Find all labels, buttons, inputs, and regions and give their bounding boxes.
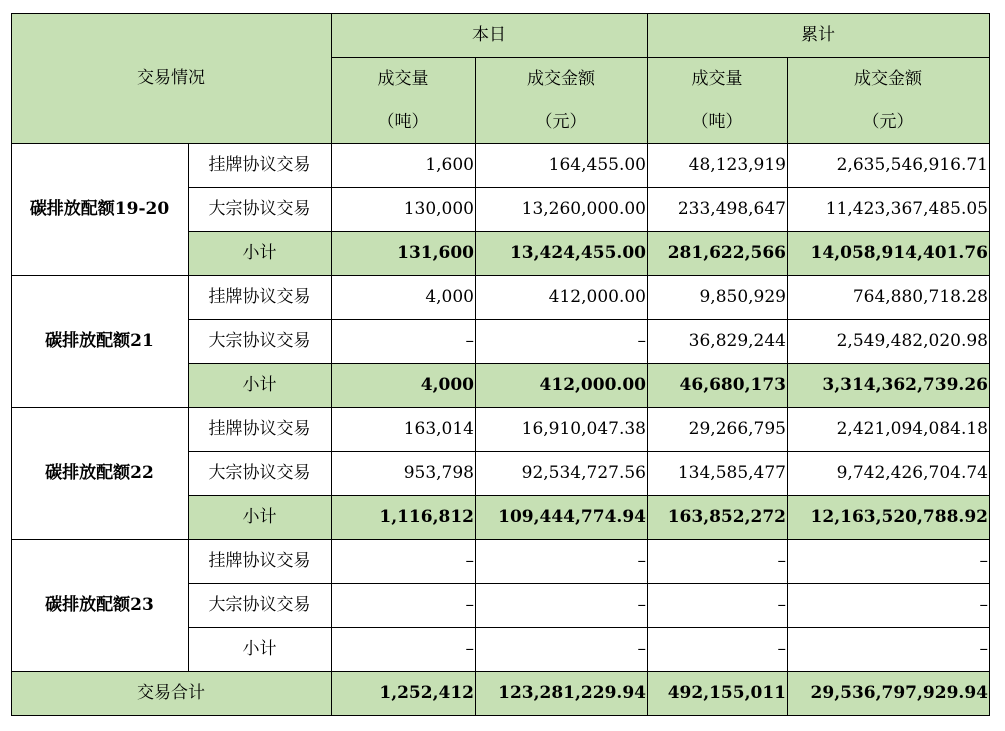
- cell-cum-amount: –: [788, 540, 990, 584]
- cell-today-amount: –: [476, 540, 648, 584]
- cell-total-today-amount: 123,281,229.94: [476, 672, 648, 716]
- header-cumulative: 累计: [648, 14, 990, 58]
- header-cum-volume: 成交量: [648, 58, 788, 102]
- cell-today-amount: –: [476, 628, 648, 672]
- cell-today-amount: –: [476, 584, 648, 628]
- cell-today-amount: 92,534,727.56: [476, 452, 648, 496]
- cell-cum-amount: 764,880,718.28: [788, 276, 990, 320]
- cell-today-volume: 130,000: [332, 188, 476, 232]
- cell-today-volume: 1,600: [332, 144, 476, 188]
- cell-today-amount: –: [476, 320, 648, 364]
- cell-cum-volume: –: [648, 540, 788, 584]
- cell-today-volume: 953,798: [332, 452, 476, 496]
- cell-cum-volume: 281,622,566: [648, 232, 788, 276]
- trading-summary-table: [11, 13, 990, 716]
- row-label-bulk: 大宗协议交易: [189, 584, 332, 628]
- grand-total-label: 交易合计: [12, 672, 332, 716]
- header-trade-situation: 交易情况: [12, 14, 332, 144]
- grand-total-row: [12, 672, 990, 716]
- header-today: 本日: [332, 14, 648, 58]
- cell-today-amount: 412,000.00: [476, 364, 648, 408]
- cell-cum-volume: 29,266,795: [648, 408, 788, 452]
- cell-cum-volume: 9,850,929: [648, 276, 788, 320]
- cell-cum-amount: 9,742,426,704.74: [788, 452, 990, 496]
- row-label-bulk: 大宗协议交易: [189, 188, 332, 232]
- cell-today-amount: 16,910,047.38: [476, 408, 648, 452]
- cell-cum-volume: 233,498,647: [648, 188, 788, 232]
- row-label-listed: 挂牌协议交易: [189, 276, 332, 320]
- cell-cum-volume: 48,123,919: [648, 144, 788, 188]
- cell-cum-volume: 46,680,173: [648, 364, 788, 408]
- cell-cum-amount: 2,549,482,020.98: [788, 320, 990, 364]
- cell-cum-amount: 2,635,546,916.71: [788, 144, 990, 188]
- cell-today-volume: –: [332, 628, 476, 672]
- table-row: [12, 144, 990, 188]
- cell-today-volume: –: [332, 320, 476, 364]
- row-label-listed: 挂牌协议交易: [189, 540, 332, 584]
- cell-cum-volume: 134,585,477: [648, 452, 788, 496]
- cell-total-today-volume: 1,252,412: [332, 672, 476, 716]
- cell-total-cum-amount: 29,536,797,929.94: [788, 672, 990, 716]
- group-name: 碳排放配额22: [12, 408, 189, 540]
- cell-cum-volume: 163,852,272: [648, 496, 788, 540]
- cell-today-volume: 4,000: [332, 276, 476, 320]
- cell-cum-volume: 36,829,244: [648, 320, 788, 364]
- header-today-amount-unit: （元）: [476, 101, 648, 144]
- cell-cum-volume: –: [648, 584, 788, 628]
- cell-cum-amount: –: [788, 628, 990, 672]
- row-label-subtotal: 小计: [189, 232, 332, 276]
- cell-today-amount: 13,424,455.00: [476, 232, 648, 276]
- cell-today-amount: 412,000.00: [476, 276, 648, 320]
- cell-cum-amount: 14,058,914,401.76: [788, 232, 990, 276]
- header-today-amount: 成交金额: [476, 58, 648, 102]
- cell-cum-amount: –: [788, 584, 990, 628]
- cell-today-amount: 13,260,000.00: [476, 188, 648, 232]
- row-label-listed: 挂牌协议交易: [189, 408, 332, 452]
- row-label-subtotal: 小计: [189, 496, 332, 540]
- group-name: 碳排放配额23: [12, 540, 189, 672]
- header-today-volume: 成交量: [332, 58, 476, 102]
- group-name: 碳排放配额19-20: [12, 144, 189, 276]
- cell-today-volume: –: [332, 584, 476, 628]
- row-label-bulk: 大宗协议交易: [189, 452, 332, 496]
- table-row: [12, 540, 990, 584]
- table-row: [12, 408, 990, 452]
- cell-total-cum-volume: 492,155,011: [648, 672, 788, 716]
- header-cum-amount: 成交金额: [788, 58, 990, 102]
- row-label-listed: 挂牌协议交易: [189, 144, 332, 188]
- cell-cum-amount: 11,423,367,485.05: [788, 188, 990, 232]
- cell-cum-volume: –: [648, 628, 788, 672]
- cell-cum-amount: 2,421,094,084.18: [788, 408, 990, 452]
- cell-today-amount: 164,455.00: [476, 144, 648, 188]
- cell-today-volume: 131,600: [332, 232, 476, 276]
- row-label-bulk: 大宗协议交易: [189, 320, 332, 364]
- cell-today-volume: 1,116,812: [332, 496, 476, 540]
- cell-today-volume: 4,000: [332, 364, 476, 408]
- header-cum-amount-unit: （元）: [788, 101, 990, 144]
- row-label-subtotal: 小计: [189, 364, 332, 408]
- cell-cum-amount: 3,314,362,739.26: [788, 364, 990, 408]
- row-label-subtotal: 小计: [189, 628, 332, 672]
- cell-cum-amount: 12,163,520,788.92: [788, 496, 990, 540]
- cell-today-volume: –: [332, 540, 476, 584]
- cell-today-volume: 163,014: [332, 408, 476, 452]
- group-name: 碳排放配额21: [12, 276, 189, 408]
- table-row: [12, 276, 990, 320]
- header-today-volume-unit: （吨）: [332, 101, 476, 144]
- header-cum-volume-unit: （吨）: [648, 101, 788, 144]
- cell-today-amount: 109,444,774.94: [476, 496, 648, 540]
